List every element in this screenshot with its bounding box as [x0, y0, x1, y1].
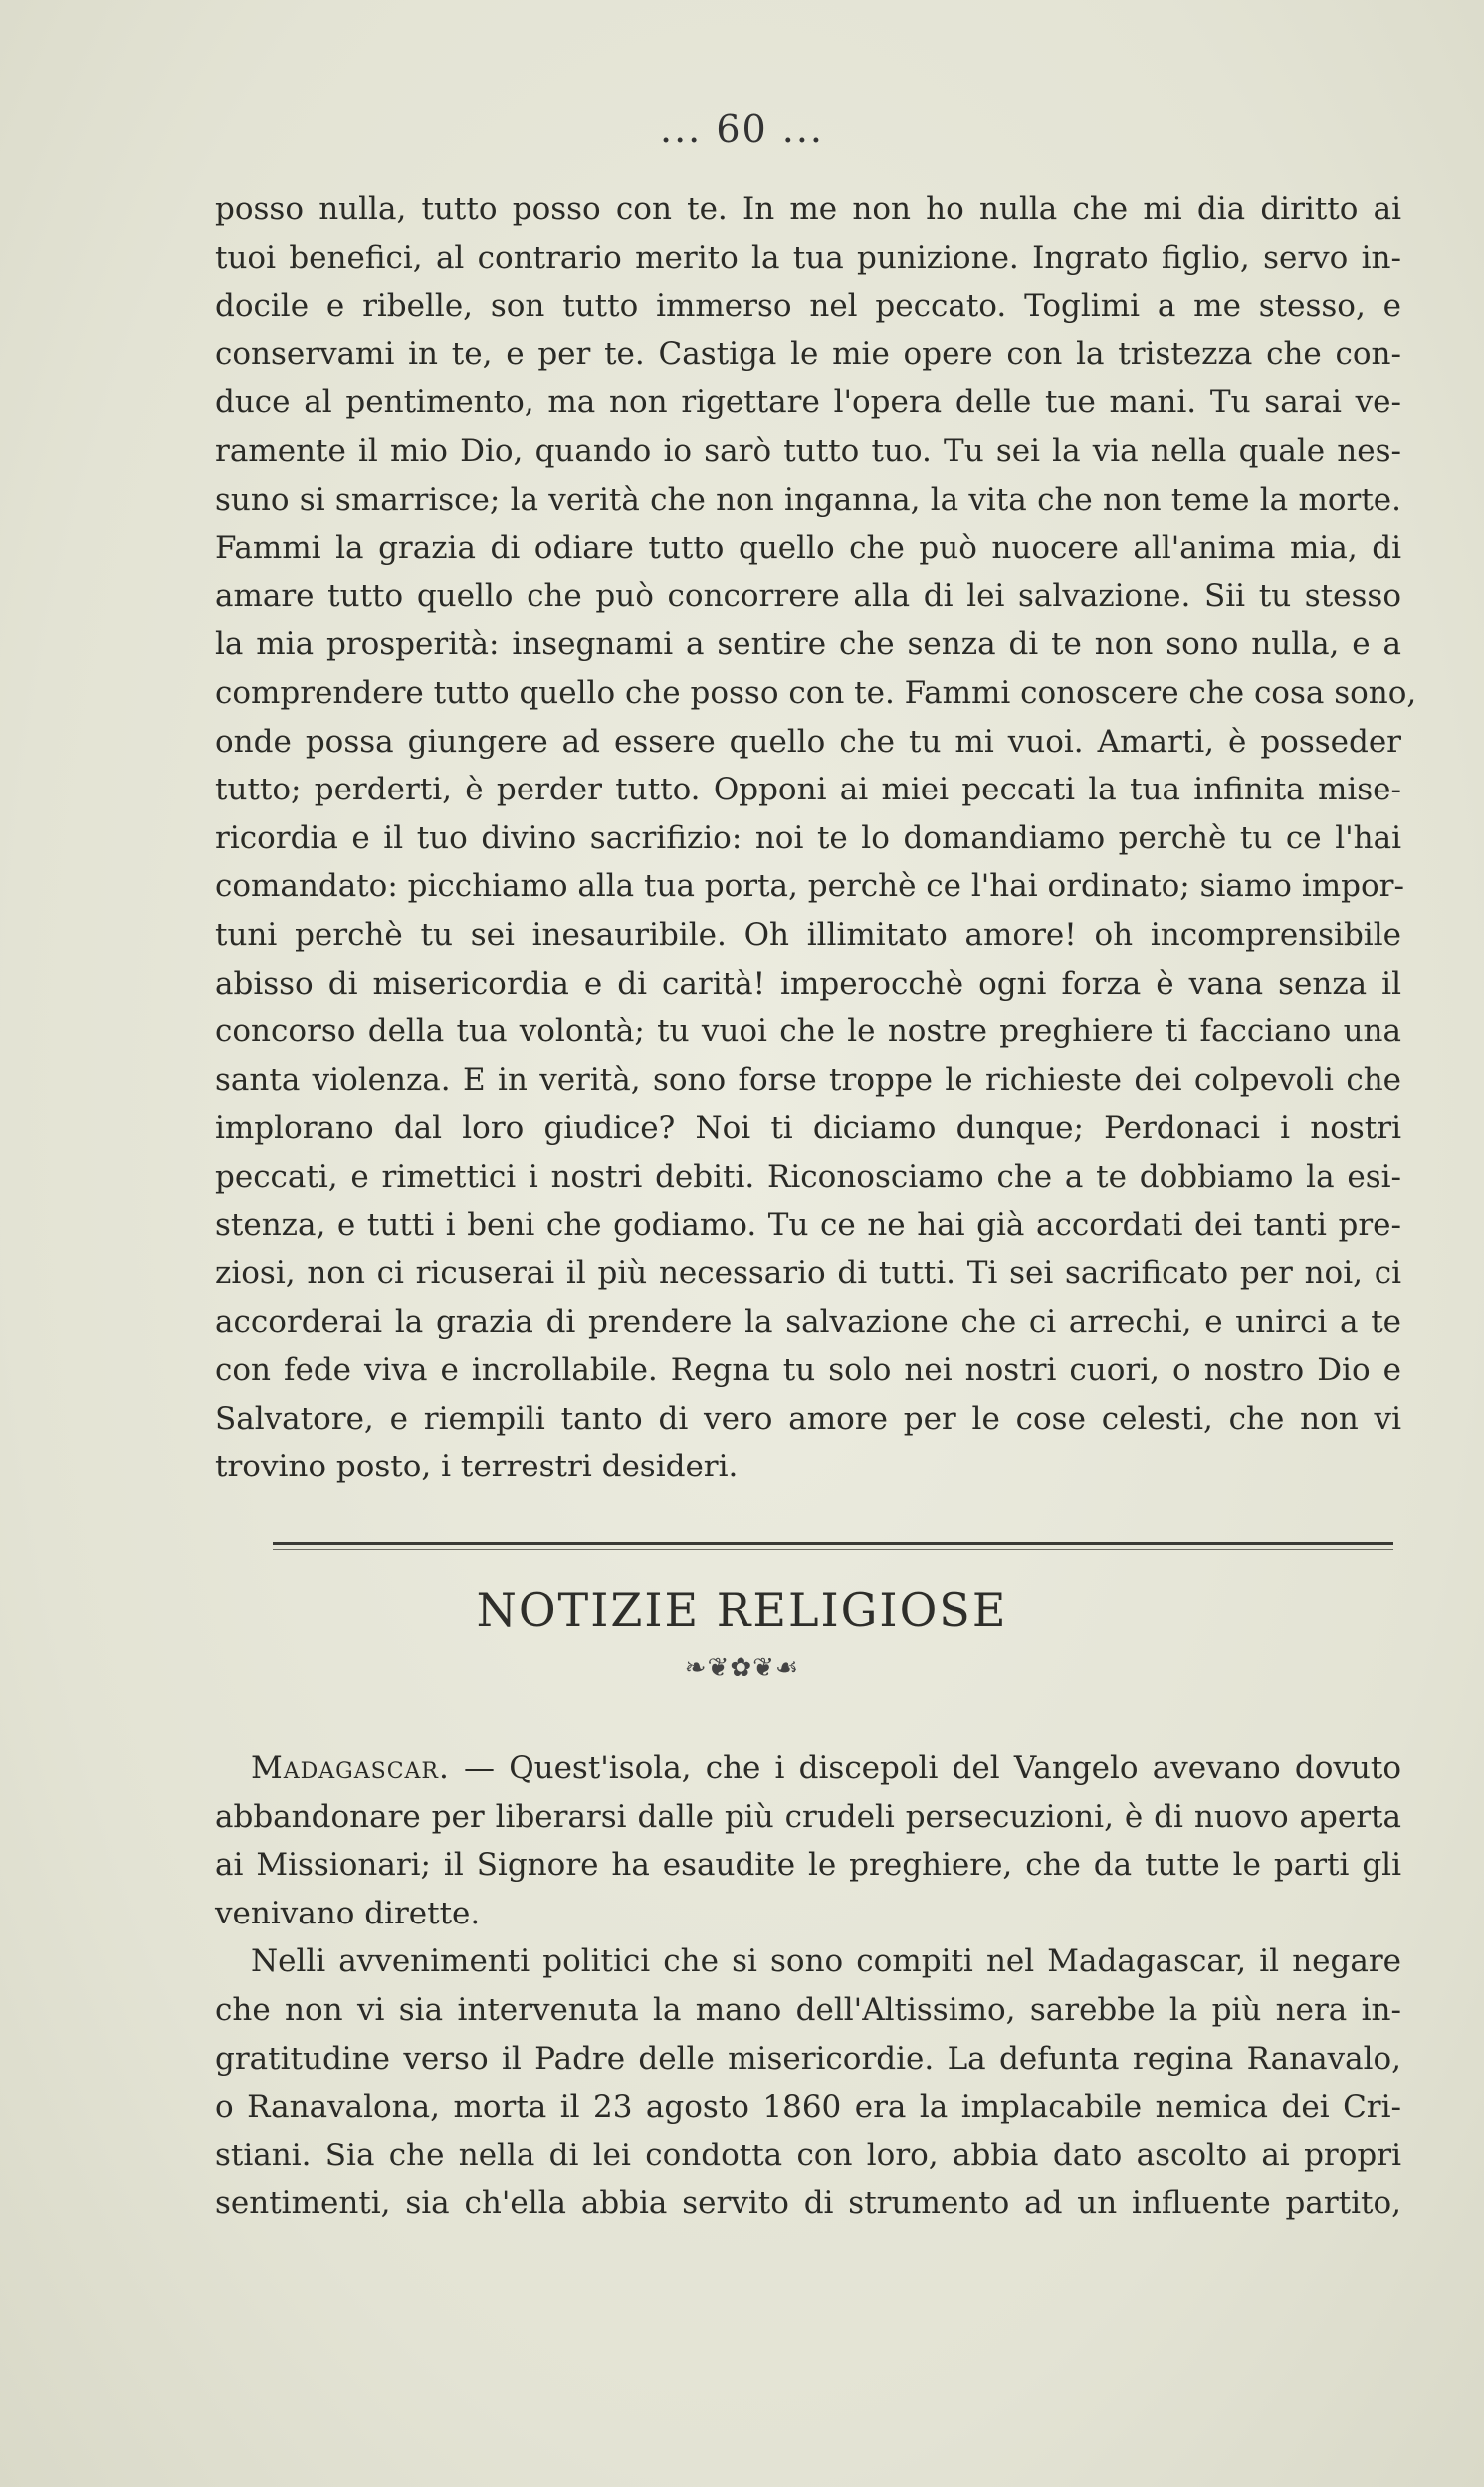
- text-line: o Ranavalona, morta il 23 agosto 1860 era la implacabile nemica dei Cri-: [215, 2089, 1401, 2126]
- text-line: gratitudine verso il Padre delle misericordie. La defunta regina Ranavalo,: [215, 2040, 1401, 2077]
- em-dash: —: [449, 1750, 510, 1786]
- text-line: [215, 1744, 1401, 1793]
- text-line: onde possa giungere ad essere quello che tu mi vuoi. Amarti, è posseder: [215, 723, 1401, 760]
- ornament-icon: ❧❦✿❦☙: [684, 1653, 800, 1683]
- text-line: conservami in te, e per te. Castiga le mie opere con la tristezza che con-: [215, 336, 1401, 372]
- text-line: sentimenti, sia ch'ella abbia servito di strumento ad un influente partito,: [215, 2185, 1401, 2222]
- text-line: ricordia e il tuo divino sacrifizio: noi te lo domandiamo perchè tu ce l'hai: [215, 819, 1401, 856]
- text-line: docile e ribelle, son tutto immerso nel peccato. Toglimi a me stesso, e: [215, 288, 1401, 325]
- prayer-text: [215, 185, 1417, 1491]
- text-line: ai Missionari; il Signore ha esaudite le preghiere, che da tutte le parti gli: [215, 1847, 1401, 1884]
- text-line: peccati, e rimettici i nostri debiti. Riconosciamo che a te dobbiamo la esi-: [215, 1158, 1401, 1195]
- text-line: duce al pentimento, ma non rigettare l'opera delle tue mani. Tu sarai ve-: [215, 384, 1401, 421]
- text-line: con fede viva e incrollabile. Regna tu solo nei nostri cuori, o nostro Dio e: [215, 1352, 1401, 1389]
- text-line: Nelli avvenimenti politici che si sono compiti nel Madagascar, il negare: [251, 1943, 1401, 1980]
- text-line: santa violenza. E in verità, sono forse troppe le richieste dei colpevoli che: [215, 1061, 1401, 1098]
- news-text: [215, 1744, 1401, 2228]
- text-line: stenza, e tutti i beni che godiamo. Tu ce ne hai già accordati dei tanti pre-: [215, 1207, 1401, 1244]
- section-title: NOTIZIE RELIGIOSE: [476, 1583, 1008, 1637]
- text-line: suno si smarrisce; la verità che non inganna, la vita che non teme la morte.: [215, 481, 1401, 518]
- text-line: accorderai la grazia di prendere la salvazione che ci arrechi, e unirci a te: [215, 1303, 1401, 1340]
- text-line: tuni perchè tu sei inesauribile. Oh illimitato amore! oh incomprensibile: [215, 916, 1401, 953]
- text-line: trovino posto, i terrestri desideri.: [215, 1449, 739, 1485]
- text-line: che non vi sia intervenuta la mano dell'Altissimo, sarebbe la più nera in-: [215, 1991, 1401, 2028]
- text-line: la mia prosperità: insegnami a sentire che senza di te non sono nulla, e a: [215, 626, 1401, 663]
- text-line-content: Quest'isola, che i discepoli del Vangelo avevano dovuto: [509, 1750, 1401, 1786]
- section-divider: [273, 1542, 1393, 1545]
- text-line: stiani. Sia che nella di lei condotta con loro, abbia dato ascolto ai propri: [215, 2137, 1401, 2173]
- text-line: posso nulla, tutto posso con te. In me non ho nulla che mi dia diritto ai: [215, 191, 1401, 227]
- text-line: comprendere tutto quello che posso con te. Fammi conoscere che cosa sono,: [215, 674, 1417, 711]
- text-line: tuoi benefici, al contrario merito la tua punizione. Ingrato figlio, servo in-: [215, 239, 1401, 276]
- text-line: amare tutto quello che può concorrere alla di lei salvazione. Sii tu stesso: [215, 577, 1401, 614]
- text-line: concorso della tua volontà; tu vuoi che le nostre preghiere ti facciano una: [215, 1014, 1401, 1050]
- section-divider-thin: [273, 1549, 1393, 1550]
- place-name: Madagascar.: [251, 1750, 450, 1786]
- text-line: Fammi la grazia di odiare tutto quello che può nuocere all'anima mia, di: [215, 530, 1401, 566]
- text-line: ziosi, non ci ricuserai il più necessario di tutti. Ti sei sacrificato per noi, ci: [215, 1255, 1401, 1292]
- page-number: ... 60 ...: [660, 108, 824, 151]
- text-line: comandato: picchiamo alla tua porta, perchè ce l'hai ordinato; siamo impor-: [215, 868, 1404, 905]
- text-line: ramente il mio Dio, quando io sarò tutto tuo. Tu sei la via nella quale nes-: [215, 432, 1401, 469]
- text-line: abisso di misericordia e di carità! imperocchè ogni forza è vana senza il: [215, 965, 1401, 1002]
- text-line: Salvatore, e riempili tanto di vero amore per le cose celesti, che non vi: [215, 1400, 1401, 1437]
- text-line: tutto; perderti, è perder tutto. Opponi ai miei peccati la tua infinita mise-: [215, 772, 1401, 808]
- text-line: abbandonare per liberarsi dalle più crudeli persecuzioni, è di nuovo aperta: [215, 1798, 1401, 1835]
- text-line: implorano dal loro giudice? Noi ti diciamo dunque; Perdonaci i nostri: [215, 1110, 1401, 1147]
- text-line: venivano dirette.: [215, 1895, 481, 1931]
